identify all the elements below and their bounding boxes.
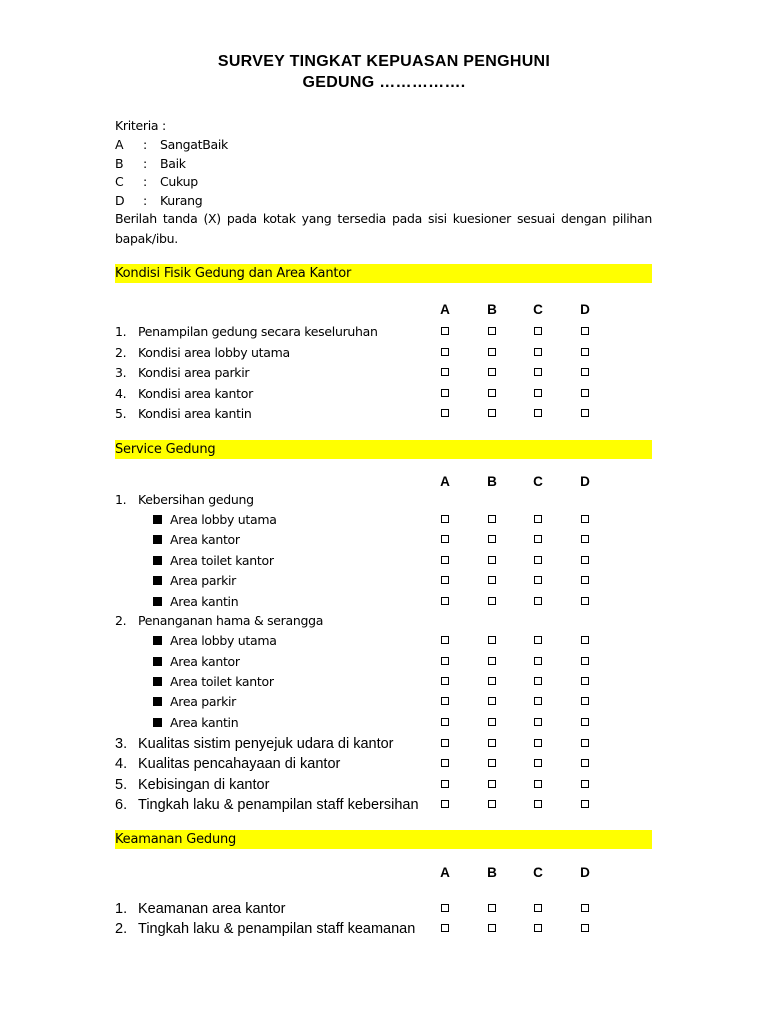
sub-item-text: Area toilet kantor xyxy=(170,674,274,689)
checkbox-a[interactable] xyxy=(441,327,449,335)
checkbox-b[interactable] xyxy=(488,924,496,932)
square-bullet-icon xyxy=(153,556,162,565)
checkbox-c[interactable] xyxy=(534,780,542,788)
checkbox-d[interactable] xyxy=(581,556,589,564)
checkbox-c[interactable] xyxy=(534,535,542,543)
checkbox-b[interactable] xyxy=(488,677,496,685)
question-row xyxy=(0,795,768,815)
checkbox-b[interactable] xyxy=(488,780,496,788)
checkbox-d[interactable] xyxy=(581,515,589,523)
question-text: Penampilan gedung secara keseluruhan xyxy=(138,324,378,339)
column-header-b: B xyxy=(487,474,497,489)
sub-item-text: Area parkir xyxy=(170,573,237,588)
sub-item-row xyxy=(0,592,768,612)
checkbox-c[interactable] xyxy=(534,409,542,417)
square-bullet-icon xyxy=(153,677,162,686)
checkbox-d[interactable] xyxy=(581,657,589,665)
criteria-text: Cukup xyxy=(160,174,198,189)
question-number: 4. xyxy=(115,386,127,401)
sub-item-text: Area kantor xyxy=(170,654,240,669)
checkbox-b[interactable] xyxy=(488,800,496,808)
question-row xyxy=(0,490,768,510)
question-row xyxy=(0,363,768,383)
column-header-d: D xyxy=(580,865,590,880)
sub-item-row xyxy=(0,551,768,571)
checkbox-d[interactable] xyxy=(581,576,589,584)
checkbox-b[interactable] xyxy=(488,739,496,747)
criteria-text: Kurang xyxy=(160,193,203,208)
checkbox-a[interactable] xyxy=(441,697,449,705)
criteria-letter: D xyxy=(115,193,125,208)
document-subtitle: GEDUNG ……………. xyxy=(302,74,466,91)
question-row xyxy=(0,754,768,774)
question-number: 1. xyxy=(115,324,127,339)
checkbox-b[interactable] xyxy=(488,697,496,705)
sub-item-row xyxy=(0,530,768,550)
sub-item-row xyxy=(0,713,768,733)
sub-item-row xyxy=(0,631,768,651)
checkbox-b[interactable] xyxy=(488,657,496,665)
square-bullet-icon xyxy=(153,697,162,706)
checkbox-b[interactable] xyxy=(488,515,496,523)
checkbox-a[interactable] xyxy=(441,597,449,605)
checkbox-a[interactable] xyxy=(441,348,449,356)
checkbox-a[interactable] xyxy=(441,904,449,912)
sub-item-text: Area toilet kantor xyxy=(170,553,274,568)
question-number: 2. xyxy=(115,613,127,628)
checkbox-d[interactable] xyxy=(581,636,589,644)
checkbox-b[interactable] xyxy=(488,759,496,767)
checkbox-b[interactable] xyxy=(488,389,496,397)
checkbox-d[interactable] xyxy=(581,718,589,726)
question-number: 4. xyxy=(115,756,128,772)
checkbox-c[interactable] xyxy=(534,739,542,747)
question-row xyxy=(0,322,768,342)
checkbox-a[interactable] xyxy=(441,409,449,417)
question-text: Kondisi area kantor xyxy=(138,386,253,401)
checkbox-c[interactable] xyxy=(534,348,542,356)
checkbox-c[interactable] xyxy=(534,677,542,685)
checkbox-b[interactable] xyxy=(488,368,496,376)
criteria-letter: B xyxy=(115,156,124,171)
checkbox-b[interactable] xyxy=(488,348,496,356)
column-header-a: A xyxy=(440,302,450,317)
sub-item-text: Area lobby utama xyxy=(170,633,277,648)
question-row xyxy=(0,611,768,631)
checkbox-d[interactable] xyxy=(581,677,589,685)
criteria-colon: : xyxy=(143,174,147,189)
checkbox-a[interactable] xyxy=(441,576,449,584)
checkbox-d[interactable] xyxy=(581,780,589,788)
checkbox-d[interactable] xyxy=(581,759,589,767)
question-row xyxy=(0,775,768,795)
checkbox-c[interactable] xyxy=(534,368,542,376)
section-heading: Service Gedung xyxy=(115,440,652,459)
question-text: Penanganan hama & serangga xyxy=(138,613,324,628)
question-text: Kebisingan di kantor xyxy=(138,777,270,793)
question-row xyxy=(0,919,768,939)
criteria-letter: C xyxy=(115,174,124,189)
checkbox-c[interactable] xyxy=(534,597,542,605)
checkbox-b[interactable] xyxy=(488,327,496,335)
square-bullet-icon xyxy=(153,657,162,666)
checkbox-d[interactable] xyxy=(581,327,589,335)
checkbox-c[interactable] xyxy=(534,800,542,808)
column-header-a: A xyxy=(440,474,450,489)
checkbox-a[interactable] xyxy=(441,759,449,767)
checkbox-a[interactable] xyxy=(441,924,449,932)
checkbox-b[interactable] xyxy=(488,636,496,644)
checkbox-d[interactable] xyxy=(581,904,589,912)
checkbox-c[interactable] xyxy=(534,904,542,912)
question-text: Kondisi area kantin xyxy=(138,406,252,421)
checkbox-d[interactable] xyxy=(581,389,589,397)
square-bullet-icon xyxy=(153,636,162,645)
column-header-d: D xyxy=(580,302,590,317)
checkbox-b[interactable] xyxy=(488,718,496,726)
checkbox-a[interactable] xyxy=(441,636,449,644)
checkbox-d[interactable] xyxy=(581,348,589,356)
checkbox-b[interactable] xyxy=(488,904,496,912)
question-number: 1. xyxy=(115,492,127,507)
checkbox-c[interactable] xyxy=(534,697,542,705)
checkbox-b[interactable] xyxy=(488,597,496,605)
question-row xyxy=(0,734,768,754)
column-header-c: C xyxy=(533,302,543,317)
square-bullet-icon xyxy=(153,597,162,606)
checkbox-c[interactable] xyxy=(534,515,542,523)
sub-item-text: Area parkir xyxy=(170,694,237,709)
question-row xyxy=(0,343,768,363)
column-header-b: B xyxy=(487,865,497,880)
checkbox-c[interactable] xyxy=(534,636,542,644)
checkbox-c[interactable] xyxy=(534,556,542,564)
checkbox-a[interactable] xyxy=(441,780,449,788)
sub-item-text: Area kantin xyxy=(170,594,239,609)
checkbox-d[interactable] xyxy=(581,697,589,705)
square-bullet-icon xyxy=(153,535,162,544)
question-text: Tingkah laku & penampilan staff kebersihan xyxy=(138,797,419,813)
checkbox-a[interactable] xyxy=(441,718,449,726)
question-text: Kebersihan gedung xyxy=(138,492,254,507)
checkbox-d[interactable] xyxy=(581,409,589,417)
criteria-letter: A xyxy=(115,137,124,152)
checkbox-c[interactable] xyxy=(534,389,542,397)
square-bullet-icon xyxy=(153,576,162,585)
column-header-c: C xyxy=(533,865,543,880)
checkbox-d[interactable] xyxy=(581,368,589,376)
checkbox-d[interactable] xyxy=(581,597,589,605)
question-row xyxy=(0,384,768,404)
checkbox-c[interactable] xyxy=(534,576,542,584)
checkbox-d[interactable] xyxy=(581,924,589,932)
question-row xyxy=(0,899,768,919)
question-number: 2. xyxy=(115,345,127,360)
sub-item-row xyxy=(0,571,768,591)
question-number: 5. xyxy=(115,777,128,793)
question-number: 1. xyxy=(115,901,128,917)
checkbox-b[interactable] xyxy=(488,409,496,417)
checkbox-c[interactable] xyxy=(534,657,542,665)
question-number: 6. xyxy=(115,797,128,813)
sub-item-text: Area kantin xyxy=(170,715,239,730)
question-text: Kualitas pencahayaan di kantor xyxy=(138,756,341,772)
checkbox-c[interactable] xyxy=(534,924,542,932)
sub-item-row xyxy=(0,652,768,672)
checkbox-a[interactable] xyxy=(441,556,449,564)
checkbox-a[interactable] xyxy=(441,389,449,397)
criteria-text: Baik xyxy=(160,156,186,171)
criteria-colon: : xyxy=(143,156,147,171)
checkbox-a[interactable] xyxy=(441,739,449,747)
criteria-colon: : xyxy=(143,137,147,152)
section-heading: Kondisi Fisik Gedung dan Area Kantor xyxy=(115,264,652,283)
checkbox-d[interactable] xyxy=(581,535,589,543)
sub-item-row xyxy=(0,692,768,712)
checkbox-b[interactable] xyxy=(488,576,496,584)
checkbox-c[interactable] xyxy=(534,327,542,335)
sub-item-text: Area lobby utama xyxy=(170,512,277,527)
question-text: Keamanan area kantor xyxy=(138,901,286,917)
question-number: 5. xyxy=(115,406,127,421)
column-header-a: A xyxy=(440,865,450,880)
question-text: Kondisi area lobby utama xyxy=(138,345,290,360)
checkbox-a[interactable] xyxy=(441,677,449,685)
checkbox-a[interactable] xyxy=(441,535,449,543)
question-row xyxy=(0,404,768,424)
instruction-text: Berilah tanda (X) pada kotak yang tersedia pada sisi kuesioner sesuai dengan pilihan bapak/ibu. xyxy=(115,211,652,246)
column-header-c: C xyxy=(533,474,543,489)
checkbox-b[interactable] xyxy=(488,556,496,564)
checkbox-a[interactable] xyxy=(441,368,449,376)
checkbox-a[interactable] xyxy=(441,657,449,665)
column-header-d: D xyxy=(580,474,590,489)
column-header-b: B xyxy=(487,302,497,317)
checkbox-a[interactable] xyxy=(441,800,449,808)
question-number: 3. xyxy=(115,736,128,752)
checkbox-d[interactable] xyxy=(581,800,589,808)
square-bullet-icon xyxy=(153,515,162,524)
square-bullet-icon xyxy=(153,718,162,727)
question-number: 2. xyxy=(115,921,128,937)
section-heading: Keamanan Gedung xyxy=(115,830,652,849)
criteria-colon: : xyxy=(143,193,147,208)
criteria-heading: Kriteria : xyxy=(115,118,166,133)
checkbox-c[interactable] xyxy=(534,718,542,726)
criteria-text: SangatBaik xyxy=(160,137,228,152)
checkbox-b[interactable] xyxy=(488,535,496,543)
document-title: SURVEY TINGKAT KEPUASAN PENGHUNI xyxy=(217,53,551,70)
sub-item-row xyxy=(0,672,768,692)
sub-item-row xyxy=(0,510,768,530)
sub-item-text: Area kantor xyxy=(170,532,240,547)
question-text: Tingkah laku & penampilan staff keamanan xyxy=(138,921,416,937)
question-text: Kualitas sistim penyejuk udara di kantor xyxy=(138,736,394,752)
question-text: Kondisi area parkir xyxy=(138,365,250,380)
question-number: 3. xyxy=(115,365,127,380)
checkbox-c[interactable] xyxy=(534,759,542,767)
checkbox-a[interactable] xyxy=(441,515,449,523)
checkbox-d[interactable] xyxy=(581,739,589,747)
